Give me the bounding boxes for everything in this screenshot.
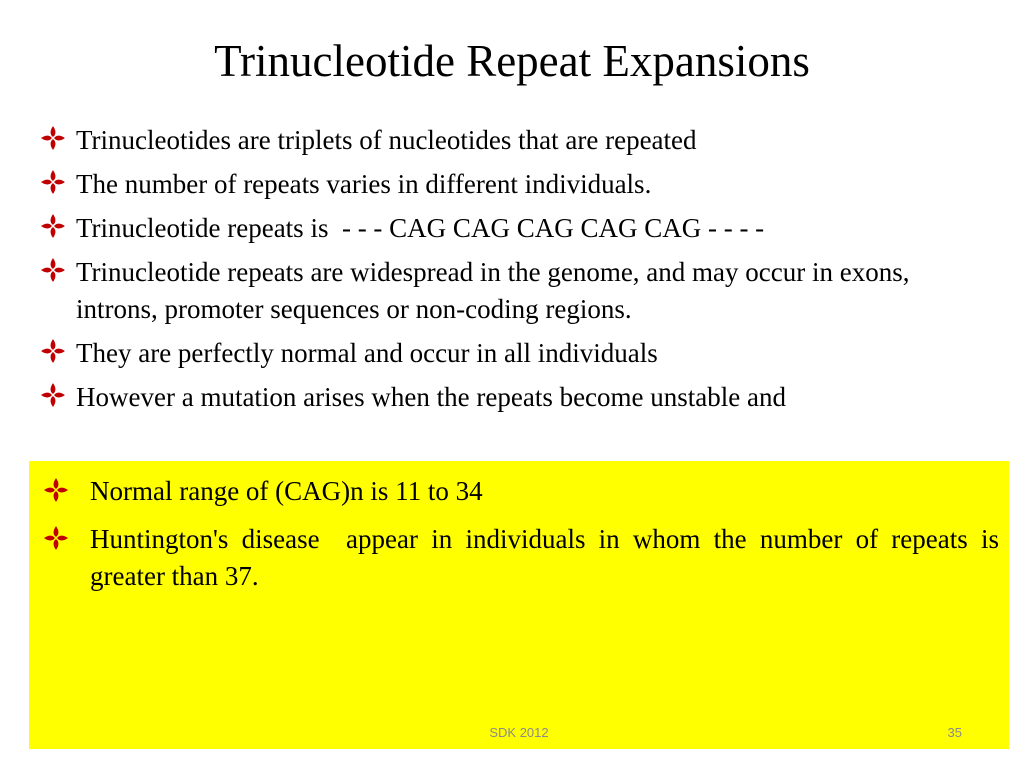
highlight-box xyxy=(29,461,1009,749)
bullet-item xyxy=(40,122,990,159)
highlight-bullet-text: Huntington's disease appear in individuals in whom the number of repeats is greater than 37. xyxy=(90,524,1006,591)
bullet-item xyxy=(40,210,990,247)
highlight-bullet-item xyxy=(43,521,1006,595)
slide-title: Trinucleotide Repeat Expansions xyxy=(214,36,810,86)
bullet-text: Trinucleotides are triplets of nucleotides that are repeated xyxy=(76,125,697,155)
diamond-bullet-icon xyxy=(40,257,66,283)
diamond-bullet-icon xyxy=(40,169,66,195)
bullet-item xyxy=(40,335,990,372)
bullet-text: Trinucleotide repeats are widespread in the genome, and may occur in exons, introns, promoter sequences or non-coding regions. xyxy=(76,257,910,324)
highlight-bullet-item xyxy=(43,473,999,510)
page-number: 35 xyxy=(947,725,962,740)
diamond-bullet-icon xyxy=(43,525,69,551)
diamond-bullet-icon xyxy=(40,382,66,408)
bullet-list xyxy=(40,122,990,423)
footer-label: SDK 2012 xyxy=(489,725,549,740)
highlight-bullet-list xyxy=(43,473,1006,606)
diamond-bullet-icon xyxy=(40,338,66,364)
bullet-text: The number of repeats varies in different individuals. xyxy=(76,169,652,199)
bullet-text: They are perfectly normal and occur in all individuals xyxy=(76,338,658,368)
bullet-text: However a mutation arises when the repeats become unstable and xyxy=(76,382,786,412)
diamond-bullet-icon xyxy=(43,477,69,503)
diamond-bullet-icon xyxy=(40,213,66,239)
diamond-bullet-icon xyxy=(40,125,66,151)
bullet-item xyxy=(40,166,990,203)
bullet-item xyxy=(40,379,990,416)
highlight-bullet-text: Normal range of (CAG)n is 11 to 34 xyxy=(90,476,483,506)
bullet-text: Trinucleotide repeats is - - - CAG CAG CAG CAG CAG - - - - xyxy=(76,213,765,243)
bullet-item xyxy=(40,254,990,328)
